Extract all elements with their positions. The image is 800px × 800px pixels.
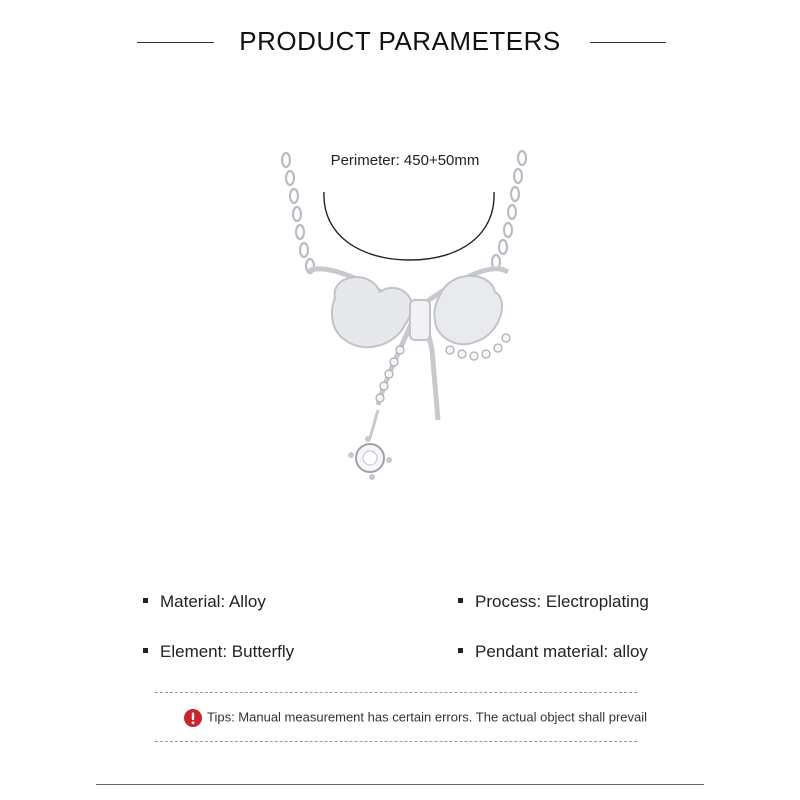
spec-pendant-material: Pendant material: alloy — [458, 642, 648, 662]
necklace-image — [250, 120, 570, 540]
crystals — [376, 334, 510, 402]
bullet-icon — [458, 598, 463, 603]
perimeter-arc — [324, 192, 494, 260]
divider-bottom — [155, 741, 637, 742]
divider-top — [155, 692, 637, 693]
warning-icon — [183, 708, 203, 728]
perimeter-label: Perimeter: 450+50mm — [330, 152, 480, 169]
spec-material: Material: Alloy — [143, 592, 266, 612]
bullet-icon — [458, 648, 463, 653]
chain-left — [282, 153, 314, 273]
heart-petal-right — [434, 276, 502, 344]
heart-petal-left — [332, 277, 412, 347]
spec-element: Element: Butterfly — [143, 642, 294, 662]
bottom-rule — [96, 784, 704, 785]
page-title: PRODUCT PARAMETERS — [239, 26, 561, 56]
page-header — [0, 22, 800, 62]
pendant-link — [370, 410, 378, 438]
spec-process: Process: Electroplating — [458, 592, 649, 612]
header-rule-right — [590, 42, 666, 43]
tips: Tips: Manual measurement has certain errors. The actual object shall prevail — [183, 708, 647, 728]
bow-knot — [410, 300, 430, 340]
pendant-stone — [348, 436, 392, 480]
bullet-icon — [143, 598, 148, 603]
bullet-icon — [143, 648, 148, 653]
